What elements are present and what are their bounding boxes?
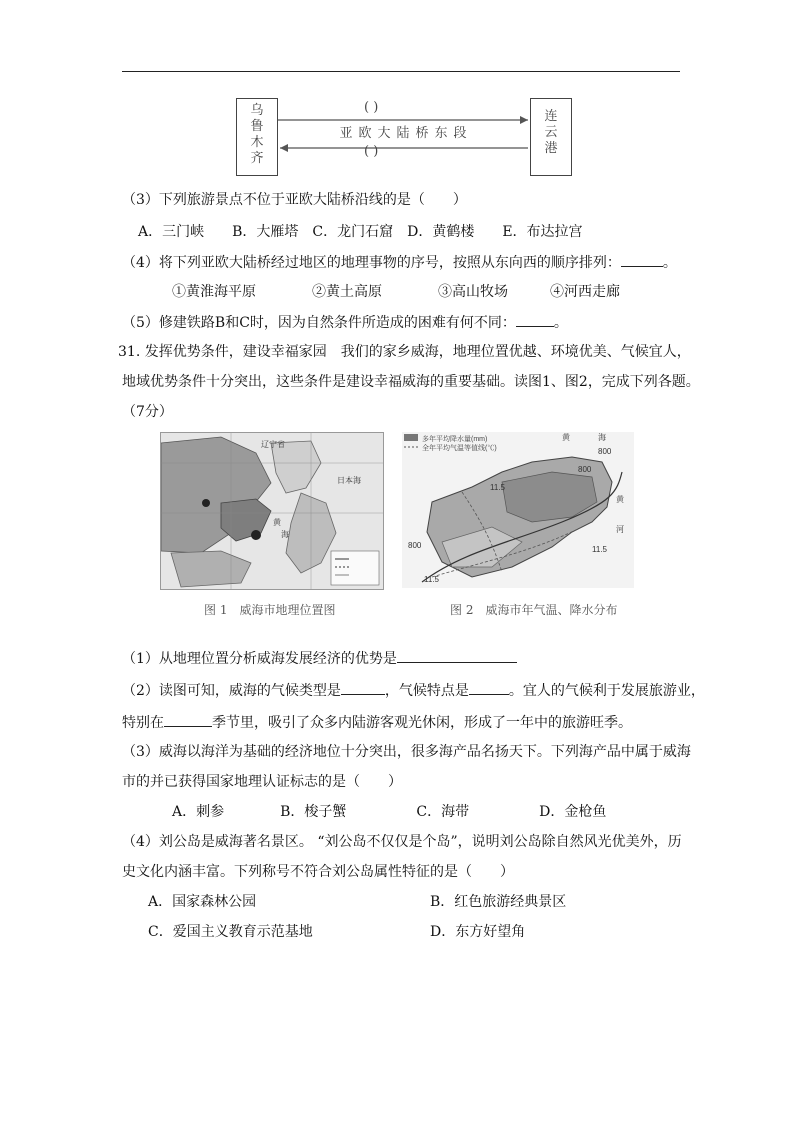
sub4-option-d: D．东方好望角	[430, 924, 526, 940]
fig2-label-9: 11.5	[592, 545, 607, 554]
fig2-label-8: 11.5	[424, 575, 439, 584]
blank-paren-top: ( )	[364, 100, 379, 115]
fig2-legend-precip: 多年平均降水量(mm)	[422, 436, 488, 443]
fig2-label-2: 800	[578, 465, 592, 474]
sub2-text-e: 季节里，吸引了众多内陆游客观光休闲，形成了一年中的旅游旺季。	[212, 715, 632, 731]
railway-diagram	[236, 98, 572, 176]
q4-stem: （4）将下列亚欧大陆桥经过地区的地理事物的序号，按照从东向西的顺序排列：	[122, 255, 621, 271]
q31-line1: 31. 发挥优势条件，建设幸福家园 我们的家乡威海，地理位置优越、环境优美、气候宜人，	[118, 344, 691, 360]
sub2-text-b: ，气候特点是	[384, 683, 469, 699]
answer-blank[interactable]	[164, 712, 212, 727]
q5-line	[122, 312, 568, 333]
q3-stem: （3）下列旅游景点不位于亚欧大陆桥沿线的是（ ）	[122, 192, 467, 208]
q4-end: 。	[662, 255, 677, 271]
sub2-text-a: （2）读图可知，威海的气候类型是	[122, 683, 341, 699]
sub1-stem: （1）从地理位置分析威海发展经济的优势是	[122, 651, 397, 667]
fig1-label-huang: 黄	[273, 518, 281, 527]
sub2-line2	[122, 712, 632, 733]
fig2-label-7: 800	[598, 447, 612, 456]
fig1-label-sea-japan: 日本海	[337, 476, 361, 485]
header-rule	[122, 71, 680, 72]
figure2-map-art	[402, 432, 634, 588]
sub4-option-c: C．爱国主义教育示范基地	[148, 924, 313, 940]
answer-blank[interactable]	[621, 252, 663, 267]
fig2-label-1: 海	[598, 433, 606, 442]
fig2-label-6: 河	[616, 525, 624, 534]
q31-score: （7分）	[122, 404, 173, 420]
fig2-legend-temp: 全年平均气温等值线(℃)	[422, 445, 497, 452]
q4-items: ①黄淮海平原 ②黄土高原 ③高山牧场 ④河西走廊	[172, 284, 620, 300]
figure2-map	[402, 432, 634, 588]
route-label: 亚欧大陆桥东段	[339, 126, 473, 141]
blank-paren-bottom: ( )	[364, 144, 379, 159]
fig1-label-hai: 海	[281, 530, 289, 539]
fig2-label-3: 11.5	[490, 483, 505, 492]
sub3-line1: （3）威海以海洋为基础的经济地位十分突出，很多海产品名扬天下。下列海产品中属于威海	[122, 744, 691, 760]
city-label-right: 连 云 港	[544, 109, 558, 156]
sub4-option-b: B．红色旅游经典景区	[430, 894, 567, 910]
city-box-right	[530, 98, 572, 176]
sub1-line	[122, 648, 517, 669]
fig2-label-5: 黄	[616, 495, 624, 504]
q5-end: 。	[553, 315, 568, 331]
sub2-text-c: 。宜人的气候利于发展旅游业，	[508, 683, 705, 699]
answer-blank[interactable]	[469, 680, 509, 695]
figure1-map-art	[161, 433, 383, 589]
q4-line	[122, 252, 677, 273]
answer-blank[interactable]	[516, 312, 554, 327]
fig1-label-liaoning: 辽宁省	[261, 440, 285, 449]
city-label-left: 乌 鲁 木 齐	[250, 103, 264, 166]
figure1-caption: 图 1 威海市地理位置图	[204, 603, 336, 617]
answer-blank[interactable]	[341, 680, 385, 695]
figure2-caption: 图 2 威海市年气温、降水分布	[450, 603, 618, 617]
q3-options: A．三门峡 B．大雁塔 C．龙门石窟 D．黄鹤楼 E．布达拉宫	[138, 224, 583, 240]
sub2-line1	[122, 680, 705, 701]
sub2-text-d: 特别在	[122, 715, 164, 731]
fig2-label-4: 800	[408, 541, 422, 550]
fig2-label-0: 黄	[562, 433, 570, 442]
figure1-map	[160, 432, 384, 590]
sub3-line2: 市的并已获得国家地理认证标志的是（ ）	[122, 774, 402, 790]
q5-stem: （5）修建铁路B和C时，因为自然条件所造成的困难有何不同：	[122, 315, 516, 331]
sub4-line1: （4）刘公岛是威海著名景区。 “刘公岛不仅仅是个岛”，说明刘公岛除自然风光优美外，历	[122, 834, 682, 850]
answer-blank[interactable]	[397, 648, 517, 663]
sub3-options: A．刺参 B．梭子蟹 C．海带 D．金枪鱼	[172, 804, 607, 820]
sub4-option-a: A．国家森林公园	[148, 894, 257, 910]
q31-line2: 地域优势条件十分突出，这些条件是建设幸福威海的重要基础。读图1、图2，完成下列各题。	[122, 374, 700, 390]
sub4-line2: 史文化内涵丰富。下列称号不符合刘公岛属性特征的是（ ）	[122, 864, 514, 880]
